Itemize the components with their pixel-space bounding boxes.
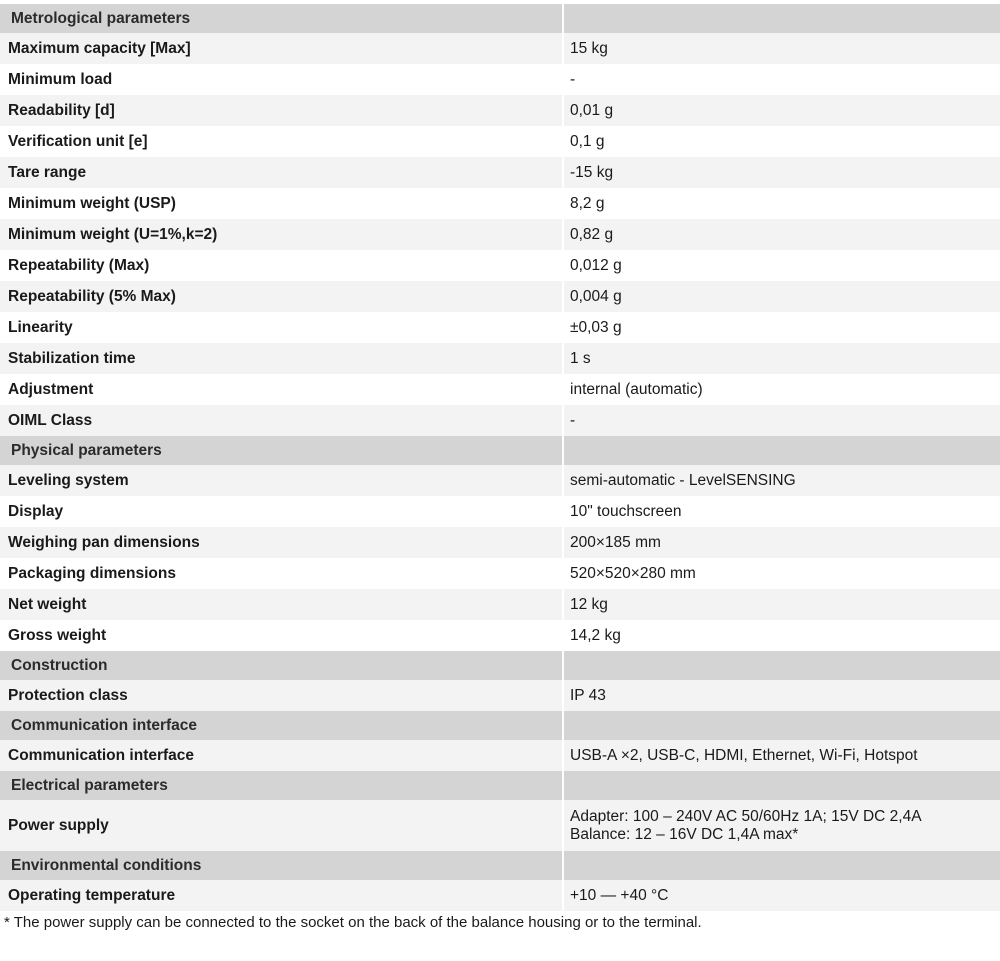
parameter-value: 520×520×280 mm: [564, 558, 1000, 589]
parameter-value: 1 s: [564, 343, 1000, 374]
table-row: [0, 527, 1000, 558]
section-header-blank: [564, 436, 1000, 465]
parameter-label: Packaging dimensions: [0, 558, 562, 589]
table-row: [0, 250, 1000, 281]
parameter-label: Tare range: [0, 157, 562, 188]
parameter-label: Adjustment: [0, 374, 562, 405]
section-title: Physical parameters: [0, 436, 562, 465]
section-header-blank: [564, 711, 1000, 740]
section-title: Communication interface: [0, 711, 562, 740]
table-row: [0, 343, 1000, 374]
table-row: [0, 800, 1000, 851]
parameter-value-line: Balance: 12 – 16V DC 1,4A max*: [570, 825, 799, 843]
section-title: Electrical parameters: [0, 771, 562, 800]
parameter-label: Maximum capacity [Max]: [0, 33, 562, 64]
table-row: [0, 558, 1000, 589]
footnote: * The power supply can be connected to the socket on the back of the balance housing or to the terminal.: [4, 914, 702, 931]
parameter-value: -: [564, 64, 1000, 95]
section-title: Metrological parameters: [0, 4, 562, 33]
section-header: [0, 771, 1000, 800]
parameter-value: +10 — +40 °C: [564, 880, 1000, 911]
section-header: [0, 651, 1000, 680]
parameter-label: Communication interface: [0, 740, 562, 771]
parameter-value: 14,2 kg: [564, 620, 1000, 651]
parameter-label: Protection class: [0, 680, 562, 711]
table-row: [0, 219, 1000, 250]
parameter-label: OIML Class: [0, 405, 562, 436]
table-row: [0, 188, 1000, 219]
table-row: [0, 589, 1000, 620]
table-row: [0, 281, 1000, 312]
parameter-value: -15 kg: [564, 157, 1000, 188]
section-title: Environmental conditions: [0, 851, 562, 880]
parameter-value: 10" touchscreen: [564, 496, 1000, 527]
parameter-label: Verification unit [e]: [0, 126, 562, 157]
parameter-value: 12 kg: [564, 589, 1000, 620]
section-header-blank: [564, 771, 1000, 800]
parameter-label: Display: [0, 496, 562, 527]
section-header: [0, 436, 1000, 465]
table-row: [0, 880, 1000, 911]
parameter-value-line: Adapter: 100 – 240V AC 50/60Hz 1A; 15V DC 2,4A: [570, 807, 922, 825]
parameter-label: Leveling system: [0, 465, 562, 496]
table-row: [0, 95, 1000, 126]
parameter-label: Readability [d]: [0, 95, 562, 126]
parameter-value: ±0,03 g: [564, 312, 1000, 343]
table-row: [0, 64, 1000, 95]
parameter-value: 0,82 g: [564, 219, 1000, 250]
table-row: [0, 680, 1000, 711]
parameter-label: Stabilization time: [0, 343, 562, 374]
parameter-label: Minimum weight (USP): [0, 188, 562, 219]
section-title: Construction: [0, 651, 562, 680]
parameter-value: 0,01 g: [564, 95, 1000, 126]
table-row: [0, 405, 1000, 436]
table-row: [0, 126, 1000, 157]
section-header-blank: [564, 851, 1000, 880]
section-header: [0, 711, 1000, 740]
parameter-value: 15 kg: [564, 33, 1000, 64]
parameter-value: 0,1 g: [564, 126, 1000, 157]
parameter-label: Power supply: [0, 800, 562, 851]
table-row: [0, 496, 1000, 527]
parameter-label: Minimum weight (U=1%,k=2): [0, 219, 562, 250]
table-row: [0, 740, 1000, 771]
parameter-value: 0,012 g: [564, 250, 1000, 281]
section-header: [0, 851, 1000, 880]
parameter-label: Net weight: [0, 589, 562, 620]
parameter-value: 200×185 mm: [564, 527, 1000, 558]
parameter-label: Repeatability (Max): [0, 250, 562, 281]
parameter-value: -: [564, 405, 1000, 436]
table-row: [0, 374, 1000, 405]
section-header: [0, 4, 1000, 33]
table-row: [0, 312, 1000, 343]
section-header-blank: [564, 4, 1000, 33]
parameter-label: Weighing pan dimensions: [0, 527, 562, 558]
parameter-label: Repeatability (5% Max): [0, 281, 562, 312]
parameter-value: internal (automatic): [564, 374, 1000, 405]
parameter-label: Operating temperature: [0, 880, 562, 911]
parameter-value: 0,004 g: [564, 281, 1000, 312]
parameter-label: Gross weight: [0, 620, 562, 651]
table-row: [0, 465, 1000, 496]
parameter-value: semi-automatic - LevelSENSING: [564, 465, 1000, 496]
section-header-blank: [564, 651, 1000, 680]
parameter-label: Linearity: [0, 312, 562, 343]
parameter-value: [564, 800, 1000, 851]
parameter-label: Minimum load: [0, 64, 562, 95]
parameter-value: IP 43: [564, 680, 1000, 711]
table-row: [0, 620, 1000, 651]
table-row: [0, 33, 1000, 64]
parameter-value: USB-A ×2, USB-C, HDMI, Ethernet, Wi-Fi, Hotspot: [564, 740, 1000, 771]
parameter-value: 8,2 g: [564, 188, 1000, 219]
table-row: [0, 157, 1000, 188]
